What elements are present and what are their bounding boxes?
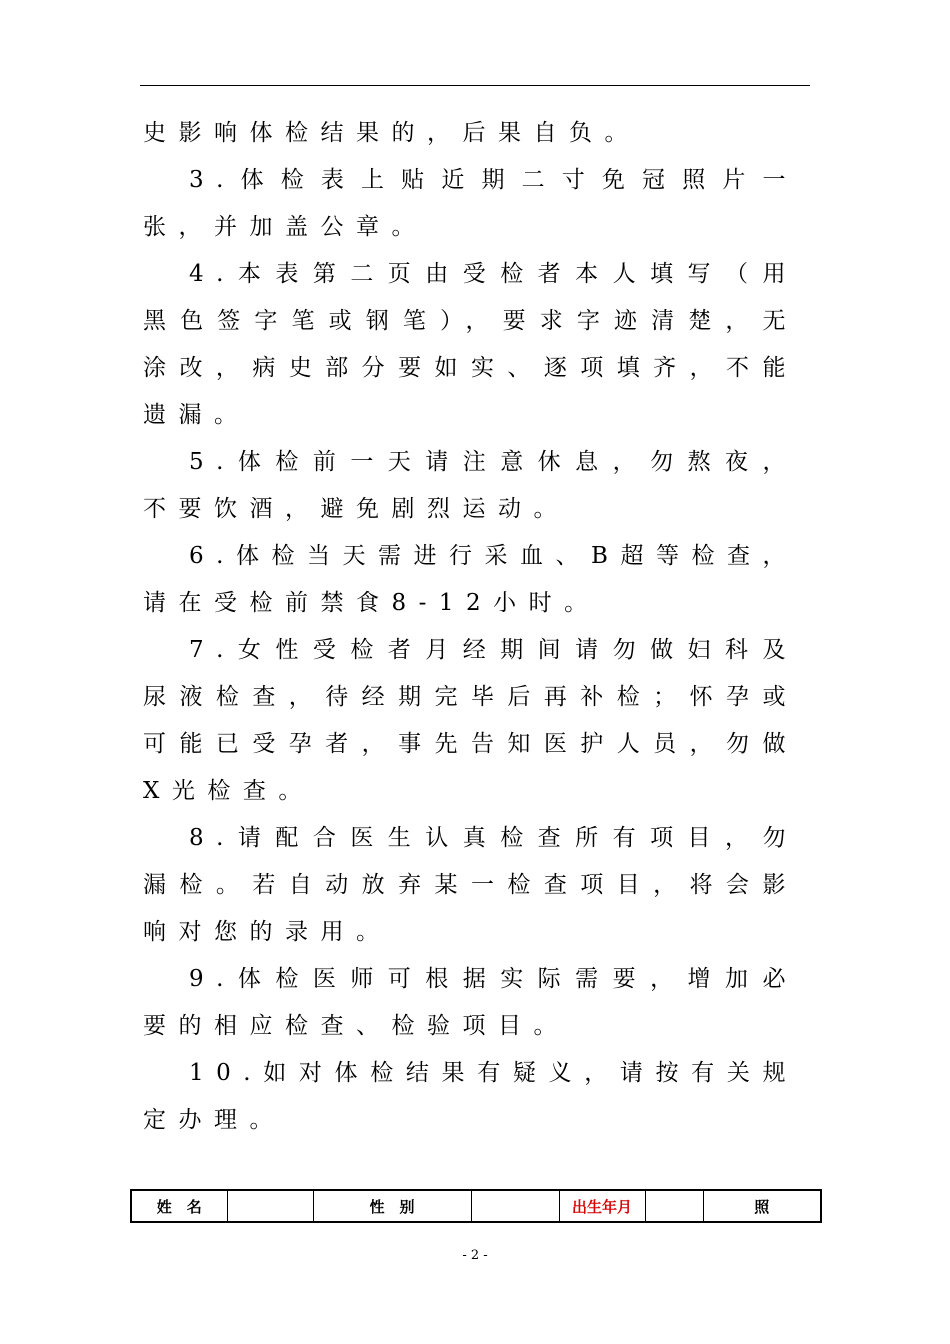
photo-label: 照	[703, 1190, 821, 1222]
page-number: - 2 -	[462, 1248, 488, 1263]
personal-info-table	[130, 1189, 822, 1223]
gender-label: 性 别	[313, 1190, 471, 1222]
paragraph-item-8: 8.请配合医生认真检查所有项目，勿漏检。若自动放弃某一检查项目，将会影响对您的录用。	[143, 825, 798, 945]
paragraph-item-6: 6.体检当天需进行采血、B超等检查，请在受检前禁食8-12小时。	[143, 543, 798, 616]
table-row	[131, 1190, 821, 1222]
gender-field[interactable]	[471, 1190, 559, 1222]
paragraph-continuation: 史影响体检结果的，后果自负。	[143, 120, 640, 146]
header-rule	[140, 85, 810, 86]
birth-date-field[interactable]	[645, 1190, 703, 1222]
paragraph-item-10: 10.如对体检结果有疑义，请按有关规定办理。	[143, 1060, 798, 1133]
birth-date-label: 出生年月	[559, 1190, 645, 1222]
name-label: 姓 名	[131, 1190, 227, 1222]
paragraph-item-5: 5.体检前一天请注意休息，勿熬夜，不要饮酒，避免剧烈运动。	[143, 449, 798, 522]
paragraph-item-3: 3.体检表上贴近期二寸免冠照片一张，并加盖公章。	[143, 167, 798, 240]
instructions-body	[143, 110, 798, 1144]
paragraph-item-4: 4.本表第二页由受检者本人填写（用黑色签字笔或钢笔），要求字迹清楚，无涂改，病史部分要如实、逐项填齐，不能遗漏。	[143, 261, 798, 428]
name-field[interactable]	[227, 1190, 313, 1222]
paragraph-item-7: 7.女性受检者月经期间请勿做妇科及尿液检查，待经期完毕后再补检；怀孕或可能已受孕者，事先告知医护人员，勿做X光检查。	[143, 637, 798, 804]
paragraph-item-9: 9.体检医师可根据实际需要，增加必要的相应检查、检验项目。	[143, 966, 798, 1039]
